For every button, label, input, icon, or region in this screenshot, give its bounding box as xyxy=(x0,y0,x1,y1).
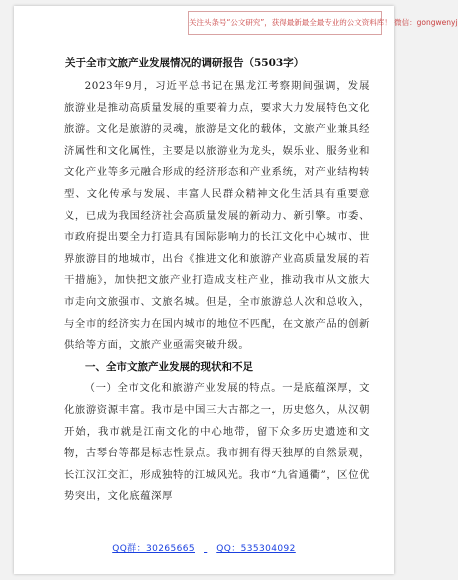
promo-banner: 关注头条号“公文研究”，获得最新最全最专业的公文资料库！ 微信：gongwenyj xyxy=(188,11,382,35)
section-paragraph: （一）全市文化和旅游产业发展的特点。一是底蕴深厚，文化旅游资源丰富。我市是中国三大古都之一，历史悠久，从汉朝开始，我市就是江南文化的中心地带，留下众多历史遗迹和文物，古琴台等都是标志性景点。我市拥有得天独厚的自然景观，长江汉江交汇，形成独特的江城风光。我市“九省通衢”，区位优势突出，文化底蕴深厚 xyxy=(64,382,370,503)
section-heading: 一、全市文旅产业发展的现状和不足 xyxy=(85,360,253,373)
footer-contacts xyxy=(14,541,394,554)
document-page xyxy=(14,6,458,574)
document-body xyxy=(64,76,370,508)
intro-paragraph: 2023年9月，习近平总书记在黑龙江考察期间强调，发展旅游业是推动高质量发展的重要着力点，要求大力发展特色文化旅游。文化是旅游的灵魂，旅游是文化的载体，文旅产业兼具经济属性和文化属性，主要是以旅游业为龙头，娱乐业、服务业和文化产业等多元融合形成的经济形态和产业系统，对产业结构转型、文化传承与发展、丰富人民群众精神文化生活具有重要意义，已成为我国经济社会高质量发展的新动力、新引擎。市委、市政府提出要全力打造具有国际影响力的长江文化中心城市、世界旅游目的地城市，出台《推进文化和旅游产业高质量发展的若干措施》，加快把文旅产业打造成支柱产业，推动我市从文旅大市走向文旅强市、文旅名城。但是，全市旅游总人次和总收入，与全市的经济实力在国内城市的地位不匹配，在文旅产品的创新供给等方面，文旅产业亟需突破升级。 xyxy=(64,80,370,352)
footer-qq-group[interactable]: QQ群：30265665 xyxy=(112,544,195,554)
document-title: 关于全市文旅产业发展情况的调研报告（5503字） xyxy=(65,57,305,69)
footer-qq[interactable]: QQ：535304092 xyxy=(216,544,296,554)
